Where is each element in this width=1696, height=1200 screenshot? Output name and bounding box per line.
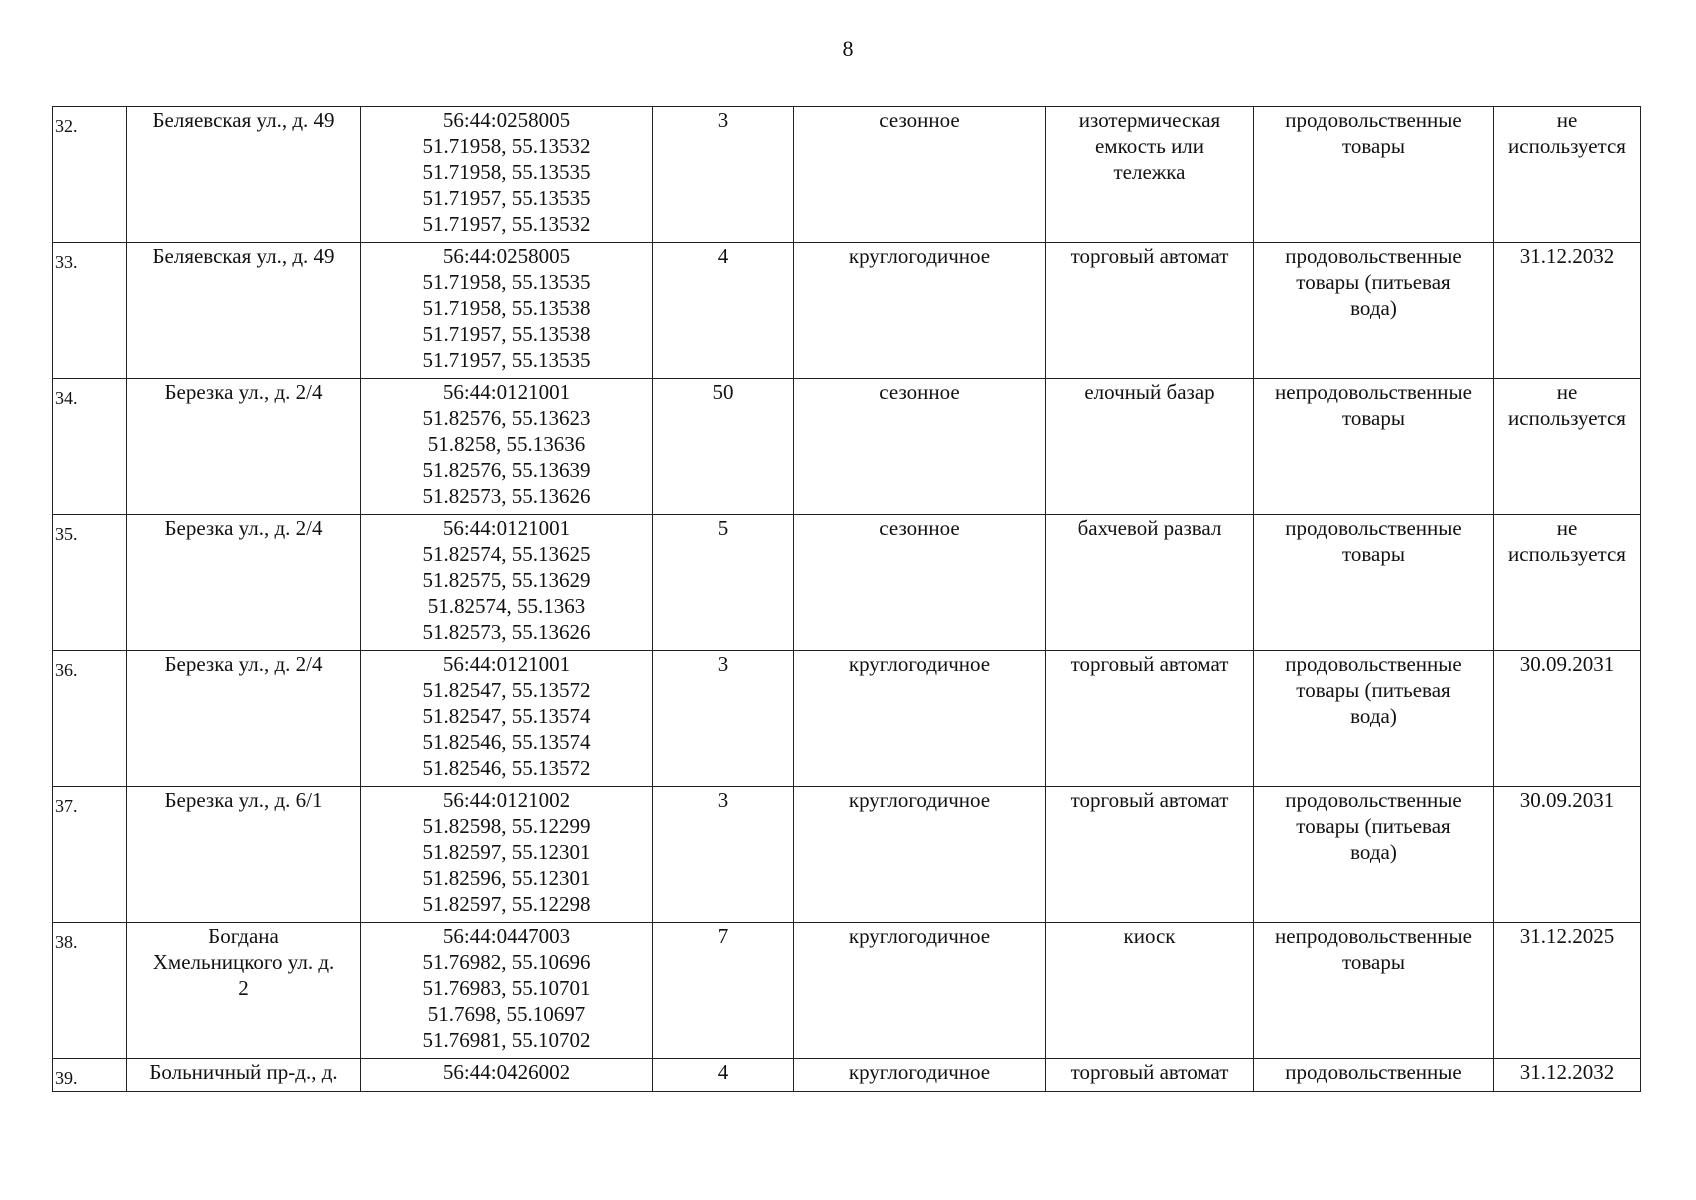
- coordinates-cell: [361, 787, 653, 923]
- coordinates-cell: [361, 651, 653, 787]
- address-cell: [127, 515, 361, 651]
- object-type-cell-line: бахчевой развал: [1077, 516, 1222, 540]
- address-cell-line: Больничный пр-д., д.: [149, 1060, 338, 1084]
- coordinates-cell-line: 51.76981, 55.10702: [422, 1028, 591, 1052]
- coordinates-cell-line: 56:44:0121001: [442, 516, 571, 540]
- area-cell: 50: [653, 379, 794, 515]
- term-cell-line: не: [1556, 108, 1578, 132]
- goods-cell-line: товары: [1342, 406, 1405, 430]
- term-cell-line: 30.09.2031: [1519, 788, 1615, 812]
- goods-cell-line: вода): [1350, 296, 1397, 320]
- object-type-cell-line: торговый автомат: [1070, 244, 1229, 268]
- table-body: [53, 107, 1641, 1092]
- goods-cell-line: товары: [1342, 542, 1405, 566]
- goods-cell-line: товары: [1342, 134, 1405, 158]
- table-row: [53, 651, 1641, 787]
- object-type-cell: [1046, 107, 1254, 243]
- term-cell-line: используется: [1508, 406, 1626, 430]
- period-cell: круглогодичное: [794, 923, 1046, 1059]
- address-cell: [127, 651, 361, 787]
- address-cell: [127, 923, 361, 1059]
- term-cell-line: не: [1556, 516, 1578, 540]
- goods-cell-line: продовольственные: [1285, 516, 1462, 540]
- trade-places-table: [52, 106, 1641, 1092]
- coordinates-cell: [361, 923, 653, 1059]
- term-cell-line: используется: [1508, 542, 1626, 566]
- coordinates-cell-line: 51.82597, 55.12301: [422, 840, 591, 864]
- coordinates-cell-line: 51.82596, 55.12301: [422, 866, 591, 890]
- coordinates-cell-line: 51.71958, 55.13535: [422, 160, 591, 184]
- object-type-cell: [1046, 379, 1254, 515]
- goods-cell-line: продовольственные: [1285, 108, 1462, 132]
- area-cell: 3: [653, 107, 794, 243]
- area-cell: 3: [653, 787, 794, 923]
- term-cell: [1494, 651, 1641, 787]
- coordinates-cell-line: 51.71958, 55.13532: [422, 134, 591, 158]
- table-row: [53, 515, 1641, 651]
- page-number: 8: [842, 36, 854, 61]
- area-cell: 3: [653, 651, 794, 787]
- period-cell: круглогодичное: [794, 243, 1046, 379]
- coordinates-cell-line: 51.82597, 55.12298: [422, 892, 591, 916]
- goods-cell: [1254, 515, 1494, 651]
- table-row: [53, 923, 1641, 1059]
- term-cell: [1494, 379, 1641, 515]
- period-cell: сезонное: [794, 379, 1046, 515]
- address-cell-line: 2: [238, 976, 249, 1000]
- term-cell: [1494, 923, 1641, 1059]
- coordinates-cell-line: 51.82547, 55.13572: [422, 678, 591, 702]
- coordinates-cell-line: 51.82576, 55.13639: [422, 458, 591, 482]
- goods-cell-line: продовольственные: [1285, 1060, 1462, 1084]
- row-number-cell: 35.: [53, 515, 127, 651]
- area-cell: 4: [653, 243, 794, 379]
- goods-cell-line: продовольственные: [1285, 244, 1462, 268]
- goods-cell: [1254, 379, 1494, 515]
- coordinates-cell-line: 51.82546, 55.13574: [422, 730, 591, 754]
- goods-cell-line: вода): [1350, 840, 1397, 864]
- coordinates-cell-line: 56:44:0121002: [442, 788, 571, 812]
- term-cell-line: 30.09.2031: [1519, 652, 1615, 676]
- period-cell: сезонное: [794, 515, 1046, 651]
- row-number-cell: 37.: [53, 787, 127, 923]
- goods-cell: [1254, 787, 1494, 923]
- coordinates-cell-line: 51.71957, 55.13535: [422, 186, 591, 210]
- object-type-cell: [1046, 651, 1254, 787]
- period-cell: круглогодичное: [794, 651, 1046, 787]
- coordinates-cell-line: 51.76983, 55.10701: [422, 976, 591, 1000]
- table-row: [53, 1059, 1641, 1092]
- object-type-cell: [1046, 515, 1254, 651]
- address-cell: [127, 243, 361, 379]
- table-row: [53, 379, 1641, 515]
- coordinates-cell-line: 56:44:0426002: [442, 1060, 571, 1084]
- address-cell-line: Богдана: [208, 924, 279, 948]
- goods-cell-line: товары (питьевая: [1296, 814, 1451, 838]
- goods-cell: [1254, 1059, 1494, 1092]
- coordinates-cell-line: 51.71958, 55.13535: [422, 270, 591, 294]
- table-row: [53, 107, 1641, 243]
- coordinates-cell-line: 51.82575, 55.13629: [422, 568, 591, 592]
- coordinates-cell-line: 56:44:0258005: [442, 244, 571, 268]
- object-type-cell-line: торговый автомат: [1070, 652, 1229, 676]
- row-number-cell: 34.: [53, 379, 127, 515]
- row-number-cell: 36.: [53, 651, 127, 787]
- object-type-cell-line: торговый автомат: [1070, 788, 1229, 812]
- area-cell: 4: [653, 1059, 794, 1092]
- goods-cell-line: продовольственные: [1285, 652, 1462, 676]
- term-cell: [1494, 1059, 1641, 1092]
- address-cell: [127, 1059, 361, 1092]
- address-cell-line: Беляевская ул., д. 49: [152, 244, 335, 268]
- address-cell-line: Березка ул., д. 2/4: [164, 516, 323, 540]
- term-cell: [1494, 787, 1641, 923]
- period-cell: круглогодичное: [794, 787, 1046, 923]
- goods-cell-line: товары (питьевая: [1296, 270, 1451, 294]
- row-number-cell: 38.: [53, 923, 127, 1059]
- coordinates-cell-line: 56:44:0447003: [442, 924, 571, 948]
- table-row: [53, 787, 1641, 923]
- term-cell: [1494, 243, 1641, 379]
- coordinates-cell-line: 51.7698, 55.10697: [427, 1002, 586, 1026]
- address-cell-line: Хмельницкого ул. д.: [152, 950, 335, 974]
- coordinates-cell-line: 51.71958, 55.13538: [422, 296, 591, 320]
- table-row: [53, 243, 1641, 379]
- row-number-cell: 32.: [53, 107, 127, 243]
- period-cell: сезонное: [794, 107, 1046, 243]
- object-type-cell: [1046, 1059, 1254, 1092]
- coordinates-cell-line: 51.76982, 55.10696: [422, 950, 591, 974]
- area-cell: 5: [653, 515, 794, 651]
- coordinates-cell-line: 51.82598, 55.12299: [422, 814, 591, 838]
- coordinates-cell-line: 56:44:0121001: [442, 652, 571, 676]
- object-type-cell-line: киоск: [1123, 924, 1176, 948]
- address-cell-line: Березка ул., д. 2/4: [164, 380, 323, 404]
- coordinates-cell-line: 51.71957, 55.13538: [422, 322, 591, 346]
- address-cell-line: Березка ул., д. 6/1: [164, 788, 323, 812]
- term-cell-line: 31.12.2032: [1519, 244, 1615, 268]
- object-type-cell-line: торговый автомат: [1070, 1060, 1229, 1084]
- object-type-cell: [1046, 243, 1254, 379]
- coordinates-cell: [361, 107, 653, 243]
- coordinates-cell-line: 51.71957, 55.13535: [422, 348, 591, 372]
- goods-cell: [1254, 243, 1494, 379]
- object-type-cell: [1046, 787, 1254, 923]
- row-number-cell: 33.: [53, 243, 127, 379]
- term-cell-line: не: [1556, 380, 1578, 404]
- object-type-cell-line: елочный базар: [1084, 380, 1215, 404]
- coordinates-cell-line: 51.71957, 55.13532: [422, 212, 591, 236]
- term-cell: [1494, 107, 1641, 243]
- area-cell: 7: [653, 923, 794, 1059]
- goods-cell-line: товары: [1342, 950, 1405, 974]
- coordinates-cell-line: 51.82573, 55.13626: [422, 484, 591, 508]
- term-cell: [1494, 515, 1641, 651]
- object-type-cell-line: тележка: [1113, 160, 1186, 184]
- coordinates-cell: [361, 379, 653, 515]
- object-type-cell-line: емкость или: [1094, 134, 1205, 158]
- address-cell-line: Беляевская ул., д. 49: [152, 108, 335, 132]
- goods-cell: [1254, 651, 1494, 787]
- coordinates-cell-line: 51.82574, 55.13625: [422, 542, 591, 566]
- coordinates-cell-line: 51.82574, 55.1363: [427, 594, 586, 618]
- goods-cell-line: непродовольственные: [1275, 380, 1472, 404]
- address-cell-line: Березка ул., д. 2/4: [164, 652, 323, 676]
- goods-cell-line: товары (питьевая: [1296, 678, 1451, 702]
- goods-cell: [1254, 107, 1494, 243]
- coordinates-cell-line: 51.82573, 55.13626: [422, 620, 591, 644]
- coordinates-cell: [361, 243, 653, 379]
- coordinates-cell-line: 51.82546, 55.13572: [422, 756, 591, 780]
- object-type-cell: [1046, 923, 1254, 1059]
- goods-cell-line: непродовольственные: [1275, 924, 1472, 948]
- coordinates-cell-line: 56:44:0121001: [442, 380, 571, 404]
- address-cell: [127, 379, 361, 515]
- term-cell-line: используется: [1508, 134, 1626, 158]
- period-cell: круглогодичное: [794, 1059, 1046, 1092]
- term-cell-line: 31.12.2032: [1519, 1060, 1615, 1084]
- object-type-cell-line: изотермическая: [1078, 108, 1221, 132]
- coordinates-cell-line: 51.82576, 55.13623: [422, 406, 591, 430]
- goods-cell-line: вода): [1350, 704, 1397, 728]
- address-cell: [127, 787, 361, 923]
- coordinates-cell-line: 56:44:0258005: [442, 108, 571, 132]
- address-cell: [127, 107, 361, 243]
- coordinates-cell-line: 51.82547, 55.13574: [422, 704, 591, 728]
- coordinates-cell: [361, 515, 653, 651]
- row-number-cell: 39.: [53, 1059, 127, 1092]
- coordinates-cell-line: 51.8258, 55.13636: [427, 432, 586, 456]
- term-cell-line: 31.12.2025: [1519, 924, 1615, 948]
- goods-cell-line: продовольственные: [1285, 788, 1462, 812]
- coordinates-cell: [361, 1059, 653, 1092]
- goods-cell: [1254, 923, 1494, 1059]
